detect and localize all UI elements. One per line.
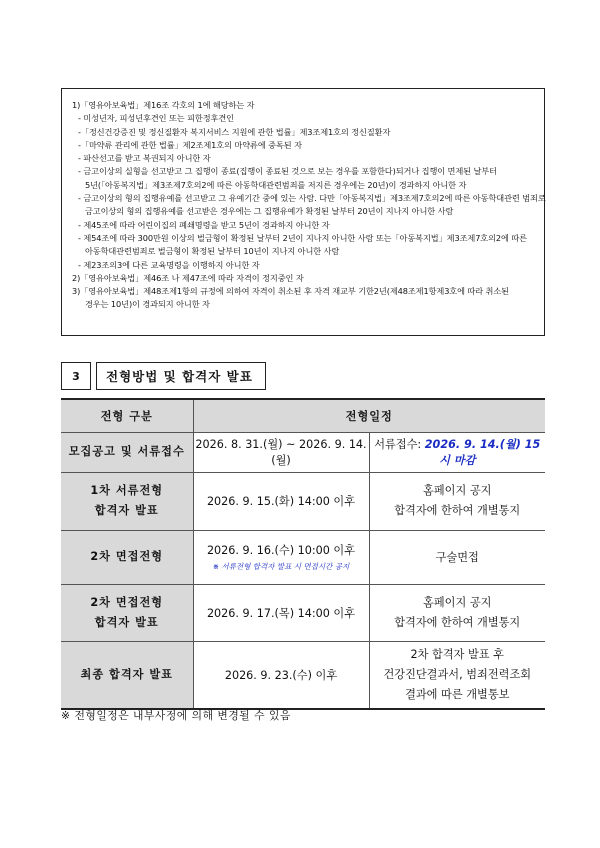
schedule-footnote: ※ 전형일정은 내부사정에 의해 변경될 수 있음: [61, 709, 291, 722]
row-date: 2026. 9. 16.(수) 10:00 이후 ※ 서류전형 합격자 발표 시 면접시간 공지: [193, 530, 369, 584]
note-line: 2)「영유아보육법」제46조 나 제47조에 따라 자격이 정지중인 자: [72, 272, 304, 283]
row-date: 2026. 8. 31.(월) ~ 2026. 9. 14.(월): [193, 432, 369, 472]
note-line: 아동학대관련범죄로 벌금형이 확정된 날부터 10년이 지나지 아니한 사람: [85, 246, 340, 257]
note-line: - 파산선고를 받고 복권되지 아니한 자: [78, 153, 211, 164]
header-category: 전형 구분: [61, 399, 193, 432]
header-schedule: 전형일정: [193, 399, 545, 432]
note-line: -「정신건강증진 및 정신질환자 복지서비스 지원에 관한 법률」제3조제1호의 정신질환자: [78, 126, 391, 137]
row-detail: 구술면접: [369, 530, 545, 584]
row-detail: 2차 합격자 발표 후 건강진단결과서, 범죄전력조회 결과에 따른 개별통보: [369, 641, 545, 709]
row-date: 2026. 9. 17.(목) 14:00 이후: [193, 584, 369, 641]
row-label: 2차 면접전형: [61, 530, 193, 584]
note-line: - 금고이상의 형의 집행유예를 선고받고 그 유예기간 중에 있는 사람. 다만「아동복지법」제3조제7호의2에 따른 아동학대관련 범죄로: [78, 193, 546, 204]
note-line: 3)「영유아보육법」제48조제1항의 규정에 의하여 자격이 취소된 후 자격 재교부 기한2년(제48조제1항제3호에 따라 취소된: [72, 286, 509, 297]
schedule-table: [61, 398, 545, 710]
table-row: [61, 432, 545, 472]
row-date: 2026. 9. 23.(수) 이후: [193, 641, 369, 709]
note-line: 1)「영유아보육법」제16조 각호의 1에 해당하는 자: [72, 100, 255, 110]
deadline-highlight: 2026. 9. 14.(월) 15시 마감: [424, 438, 541, 467]
table-header-row: [61, 399, 545, 432]
row-label: 모집공고 및 서류접수: [61, 432, 193, 472]
table-row: [61, 584, 545, 641]
interview-time-note: ※ 서류전형 합격자 발표 시 면접시간 공지: [212, 562, 350, 571]
table-row: [61, 530, 545, 584]
section-heading: [61, 362, 266, 390]
note-line: -「마약류 관리에 관한 법률」제2조제1호의 마약류에 중독된 자: [78, 139, 302, 150]
table-row: [61, 472, 545, 530]
row-detail: 홈페이지 공지 합격자에 한하여 개별통지: [369, 584, 545, 641]
row-label: 1차 서류전형 합격자 발표: [61, 472, 193, 530]
section-title: 전형방법 및 합격자 발표: [96, 362, 266, 390]
note-line: - 제23조의3에 다른 교육명령을 이행하지 아니한 자: [78, 259, 260, 270]
note-line: - 금고이상의 실형을 선고받고 그 집행이 종료(집행이 종료된 것으로 보는 경우를 포함한다)되거나 집행이 면제된 날부터: [78, 166, 497, 177]
row-detail: 서류접수: 2026. 9. 14.(월) 15시 마감: [369, 432, 545, 472]
row-label: 2차 면접전형 합격자 발표: [61, 584, 193, 641]
note-line: 금고이상의 형의 집행유예를 선고받은 경우에는 그 집행유예가 확정된 날부터 20년이 지나지 아니한 사람: [85, 206, 454, 217]
table-row: [61, 641, 545, 709]
note-line: - 제45조에 따라 어린이집의 폐쇄명령을 받고 5년이 경과하지 아니한 자: [78, 219, 330, 230]
row-detail: 홈페이지 공지 합격자에 한하여 개별통지: [369, 472, 545, 530]
note-line: - 미성년자, 피성년후견인 또는 피한정후견인: [78, 113, 234, 124]
row-label: 최종 합격자 발표: [61, 641, 193, 709]
note-line: 경우는 10년)이 경과되지 아니한 자: [85, 299, 210, 310]
note-line: - 제54조에 따라 300만원 이상의 벌금형이 확정된 날부터 2년이 지나지 아니한 사람 또는「아동복지법」제3조제7호의2에 따른: [78, 232, 527, 243]
note-line: 5년(「아동복지법」제3조제7호의2에 따른 아동학대관련범죄를 저지른 경우에는 20년)이 경과하지 아니한 자: [85, 179, 467, 190]
section-number: 3: [61, 362, 91, 390]
disqualification-notes-box: [61, 88, 545, 336]
row-date: 2026. 9. 15.(화) 14:00 이후: [193, 472, 369, 530]
